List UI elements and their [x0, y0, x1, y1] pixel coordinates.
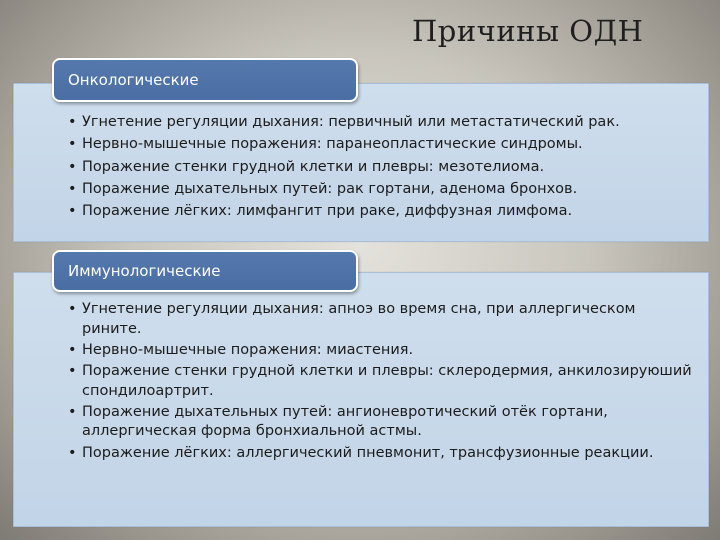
- oncology-list: [68, 111, 698, 222]
- immunology-heading: [52, 250, 358, 292]
- list-item: [68, 444, 698, 464]
- list-item: [68, 403, 698, 442]
- bullet-icon: •: [68, 362, 77, 379]
- bullet-icon: •: [68, 136, 77, 153]
- item-term: Нервно-мышечные поражения:: [82, 341, 322, 358]
- item-text: склеродермия, анкилозируюший спондилоартрит.: [82, 362, 692, 399]
- item-term: Угнетение регуляции дыхания:: [82, 301, 324, 317]
- bullet-icon: •: [68, 444, 77, 461]
- item-text: паранеопластические синдромы.: [321, 136, 583, 153]
- item-text: апноэ во время сна, при аллергическом рините.: [82, 301, 636, 337]
- bullet-icon: •: [68, 114, 77, 130]
- item-term: Поражение стенки грудной клетки и плевры:: [82, 158, 434, 175]
- item-term: Поражение дыхательных путей:: [82, 180, 333, 197]
- item-text: лимфангит при раке, диффузная лимфома.: [231, 203, 573, 220]
- list-item: [68, 111, 698, 133]
- item-text: первичный или метастатический рак.: [323, 114, 620, 130]
- bullet-icon: •: [68, 180, 77, 197]
- item-term: Поражение дыхательных путей:: [82, 403, 333, 420]
- item-term: Поражение стенки грудной клетки и плевры:: [82, 362, 434, 379]
- list-item: [68, 200, 698, 222]
- bullet-icon: •: [68, 203, 77, 220]
- item-term: Поражение лёгких:: [82, 203, 232, 220]
- bullet-icon: •: [68, 301, 77, 317]
- item-term: Угнетение регуляции дыхания:: [82, 114, 324, 130]
- immunology-heading-text: Иммунологические: [68, 262, 221, 280]
- list-item: [68, 341, 698, 361]
- list-item: [68, 133, 698, 155]
- oncology-heading: [52, 58, 358, 102]
- item-text: мезотелиома.: [433, 158, 545, 175]
- bullet-icon: •: [68, 403, 77, 420]
- bullet-icon: •: [68, 158, 77, 175]
- list-item: [68, 178, 698, 200]
- list-item: [68, 362, 698, 401]
- item-text: миастения.: [321, 341, 414, 358]
- item-term: Поражение лёгких:: [82, 444, 232, 461]
- item-text: ангионевротический отёк гортани, аллергическая форма бронхиальной астмы.: [82, 403, 608, 440]
- item-term: Нервно-мышечные поражения:: [82, 136, 322, 153]
- immunology-list: [68, 300, 698, 465]
- list-item: [68, 156, 698, 178]
- item-text: аллергический пневмонит, трансфузионные реакции.: [231, 444, 654, 461]
- slide-title: Причины ОДН: [412, 14, 644, 48]
- list-item: [68, 300, 698, 339]
- item-text: рак гортани, аденома бронхов.: [332, 180, 578, 197]
- bullet-icon: •: [68, 341, 77, 358]
- oncology-heading-text: Онкологические: [68, 71, 199, 89]
